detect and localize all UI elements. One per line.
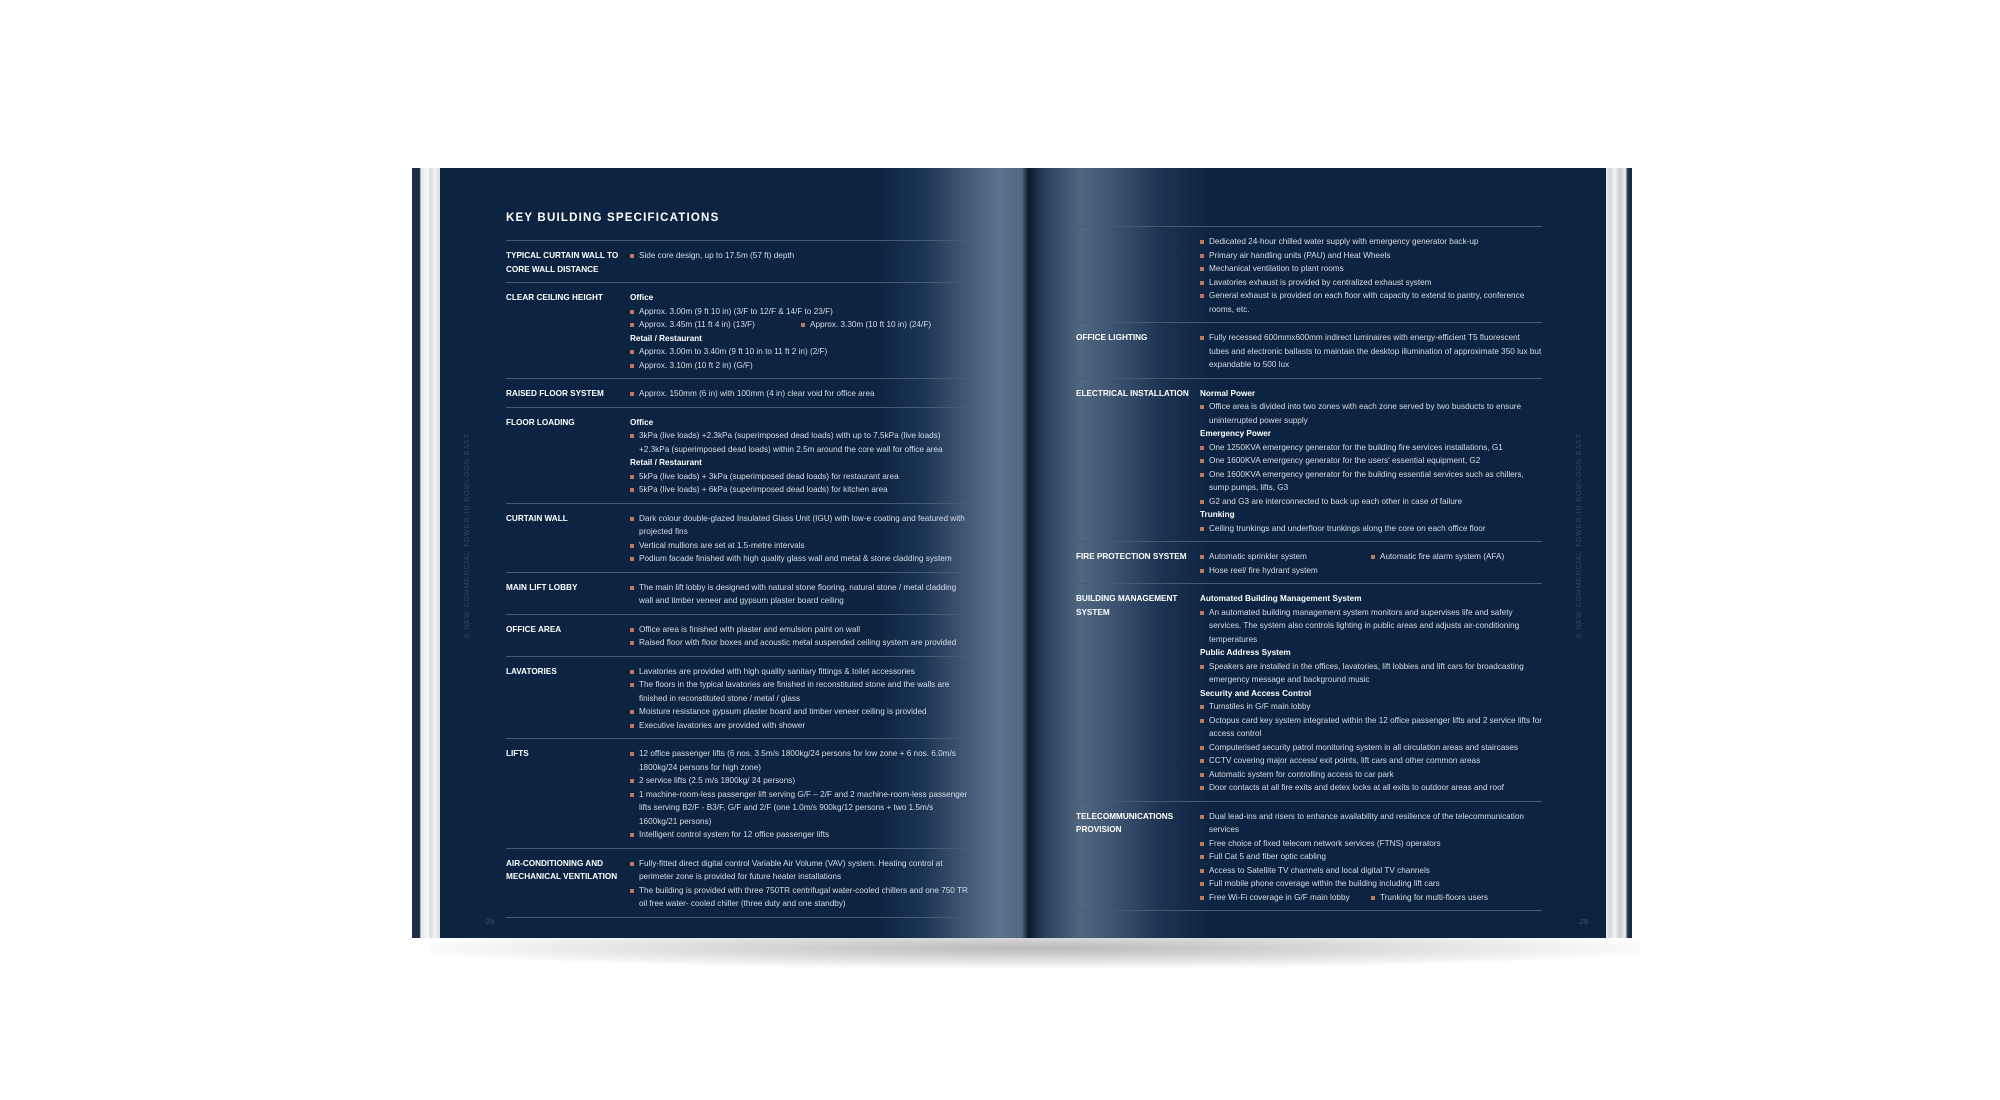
spec-row [1076,322,1542,378]
spec-item: G2 and G3 are interconnected to back up each other in case of failure [1200,495,1542,509]
spec-item: Door contacts at all fire exits and detex locks at all exits to outdoor areas and roof [1200,781,1542,795]
spec-label: FLOOR LOADING [506,417,575,427]
spec-item: Fully-fitted direct digital control Variable Air Volume (VAV) system. Heating control at perimeter zone is provided for future heater installations [630,857,972,884]
spec-item: Free choice of fixed telecom network services (FTNS) operators [1200,837,1542,851]
spec-item: Podium facade finished with high quality glass wall and metal & stone cladding system [630,552,972,566]
spec-item: One 1600KVA emergency generator for the building essential services such as chillers, sump pumps, lifts, G3 [1200,468,1542,495]
spec-item: 5kPa (live loads) + 3kPa (superimposed dead loads) for restaurant area [630,470,972,484]
spec-content [630,747,972,842]
spec-item-pair [630,318,972,332]
spec-content [630,416,972,497]
spec-label: TELECOMMUNICATIONS PROVISION [1076,811,1174,834]
spec-item: Hose reel/ fire hydrant system [1200,564,1542,578]
spec-item: Mechanical ventilation to plant rooms [1200,262,1542,276]
spec-row [506,614,972,656]
spec-item: Approx. 3.10m (10 ft 2 in) (G/F) [630,359,972,373]
spec-label: CLEAR CEILING HEIGHT [506,293,603,302]
spec-item: 5kPa (live loads) + 6kPa (superimposed dead loads) for kitchen area [630,483,972,497]
side-running-text-right: A NEW COMMERCIAL TOWER IN KOWLOON EAST [1576,432,1583,638]
spec-item: CCTV covering major access/ exit points, lift cars and other common areas [1200,754,1542,768]
spec-item: Intelligent control system for 12 office passenger lifts [630,828,972,842]
spec-item: Speakers are installed in the offices, lavatories, lift lobbies and lift cars for broadcasting emergency message and background music [1200,660,1542,687]
spec-item: Primary air handling units (PAU) and Heat Wheels [1200,249,1542,263]
spec-subheading: Security and Access Control [1200,688,1312,698]
spec-item: The floors in the typical lavatories are finished in reconstituted stone and the walls are finished in reconstituted stone / metal / glass [630,678,972,705]
spec-label: TYPICAL CURTAIN WALL TO CORE WALL DISTANCE [506,251,619,274]
spec-content [1200,592,1542,795]
spec-content [1200,550,1542,577]
spec-subheading: Retail / Restaurant [630,458,702,467]
spec-item: One 1250KVA emergency generator for the building fire services installations, G1 [1200,441,1542,455]
spec-item: 1 machine-room-less passenger lift serving G/F – 2/F and 2 machine-room-less passenger lifts serving B2/F - B3/F, G/F and 2/F (one 1.0m/s 900kg/12 persons + two 1.5m/s 1600kg/21 persons) [630,788,972,829]
spec-label: MAIN LIFT LOBBY [506,582,578,592]
right-page [1028,168,1606,938]
page-number-right: 29 [1579,917,1588,926]
spec-content [1200,235,1542,316]
spec-row [506,848,972,918]
spec-row [506,240,972,282]
page-number-left: 28 [486,917,495,926]
spec-item: The main lift lobby is designed with natural stone flooring, natural stone / metal cladding wall and timber veneer and gypsum plaster board ceiling [630,581,972,608]
spec-label: ELECTRICAL INSTALLATION [1076,388,1189,398]
spec-item: 12 office passenger lifts (6 nos. 3.5m/s 1800kg/24 persons for low zone + 6 nos. 6.0m/s 1800kg/24 persons for high zone) [630,747,972,774]
spec-item: An automated building management system monitors and supervises life and safety services. The system also controls lighting in public areas and adjusts air-conditioning temperatures [1200,606,1542,647]
spec-row [1076,801,1542,912]
spec-item: Office area is finished with plaster and emulsion paint on wall [630,623,972,637]
spec-item: Approx. 3.00m (9 ft 10 in) (3/F to 12/F & 14/F to 23/F) [630,305,972,319]
spec-item: Automatic sprinkler system [1200,550,1371,564]
spec-item-pair [1200,550,1542,564]
book-gutter [1022,168,1034,938]
spec-label: LAVATORIES [506,666,557,676]
spec-subheading: Normal Power [1200,388,1256,398]
spec-row [1076,583,1542,801]
spec-item: 3kPa (live loads) +2.3kPa (superimposed dead loads) with up to 7.5kPa (live loads) +2.3kPa (superimposed dead loads) within 2.5m around the core wall for office area [630,429,972,456]
side-running-text: A NEW COMMERCIAL TOWER IN KOWLOON EAST [464,432,471,638]
spec-row [506,407,972,503]
spec-subheading: Office [630,417,654,427]
spec-row [506,738,972,848]
spec-item-pair [1200,891,1542,905]
spec-content [1200,387,1542,536]
spec-item: Dark colour double-glazed Insulated Glass Unit (IGU) with low-e coating and featured with projected fins [630,512,972,539]
spec-item: Fully recessed 600mmx600mm indirect luminaires with energy-efficient T5 fluorescent tubes and electronic ballasts to maintain the desktop illumination of approximate 350 lux but expandable to 500 lux [1200,331,1542,372]
spec-label: BUILDING MANAGEMENT SYSTEM [1076,594,1178,617]
spec-item: The building is provided with three 750TR centrifugal water-cooled chillers and one 750 TR oil free water- cooled chiller (three duty and one standby) [630,884,972,911]
spec-content [630,387,972,401]
spec-item: 2 service lifts (2.5 m/s 1800kg/ 24 persons) [630,774,972,788]
spec-content [630,665,972,733]
spec-content [630,581,972,608]
spec-row [1076,378,1542,542]
spec-subheading: Emergency Power [1200,429,1271,438]
spec-item: Turnstiles in G/F main lobby [1200,700,1542,714]
spec-item: Approx. 3.45m (11 ft 4 in) (13/F) [630,318,801,332]
right-spec-table [1076,226,1542,911]
spec-content [630,291,972,372]
spec-item: Approx. 150mm (6 in) with 100mm (4 in) clear void for office area [630,387,972,401]
spec-content [630,623,972,650]
spec-row [506,282,972,378]
spec-item: Free Wi-Fi coverage in G/F main lobby [1200,891,1371,905]
spec-item: Octopus card key system integrated within the 12 office passenger lifts and 2 service lifts for access control [1200,714,1542,741]
spec-row [506,656,972,739]
spec-item: Approx. 3.00m to 3.40m (9 ft 10 in to 11 ft 2 in) (2/F) [630,345,972,359]
spec-row [506,572,972,614]
spec-row [1076,541,1542,583]
spec-item: Side core design, up to 17.5m (57 ft) depth [630,249,972,263]
spec-row [506,503,972,572]
spec-item: Dual lead-ins and risers to enhance availability and resilience of the telecommunication services [1200,810,1542,837]
spec-item: Trunking for multi-floors users [1371,891,1542,905]
spec-label: CURTAIN WALL [506,513,568,523]
spec-content [630,512,972,566]
spec-content [630,249,972,276]
spec-item: Automatic system for controlling access to car park [1200,768,1542,782]
spec-item: One 1600KVA emergency generator for the users' essential equipment, G2 [1200,454,1542,468]
spec-item: Lavatories exhaust is provided by centralized exhaust system [1200,276,1542,290]
spec-item: Dedicated 24-hour chilled water supply with emergency generator back-up [1200,235,1542,249]
spec-subheading: Office [630,293,654,302]
spec-item: Automatic fire alarm system (AFA) [1371,550,1542,564]
spec-item: Executive lavatories are provided with shower [630,719,972,733]
spec-item: Lavatories are provided with high quality sanitary fittings & toilet accessories [630,665,972,679]
spec-label: LIFTS [506,749,529,758]
left-page [440,168,1028,938]
spec-label: AIR-CONDITIONING AND MECHANICAL VENTILATION [506,858,618,881]
spec-label [1076,235,1200,316]
spec-subheading: Trunking [1200,510,1235,519]
spec-content [630,857,972,911]
spec-content [1200,331,1542,372]
spec-row [506,378,972,407]
spec-item: Raised floor with floor boxes and acoustic metal suspended ceiling system are provided [630,636,972,650]
spec-item: Full Cat 5 and fiber optic cabling [1200,850,1542,864]
spec-content [1200,810,1542,905]
spec-item: Office area is divided into two zones with each zone served by two busducts to ensure uninterrupted power supply [1200,400,1542,427]
spec-label: FIRE PROTECTION SYSTEM [1076,552,1187,561]
spec-subheading: Public Address System [1200,648,1291,657]
left-spec-table [506,240,972,918]
spec-item: Approx. 3.30m (10 ft 10 in) (24/F) [801,318,972,332]
spec-item: General exhaust is provided on each floor with capacity to extend to pantry, conference rooms, etc. [1200,289,1542,316]
left-page-edges [412,168,442,938]
spec-item: Full mobile phone coverage within the building including lift cars [1200,877,1542,891]
spec-item: Ceiling trunkings and underfloor trunkings along the core on each office floor [1200,522,1542,536]
spec-row [1076,226,1542,322]
spec-item: Moisture resistance gypsum plaster board and timber veneer ceiling is provided [630,705,972,719]
spec-label: RAISED FLOOR SYSTEM [506,389,604,398]
spec-item: Vertical mullions are set at 1.5-metre intervals [630,539,972,553]
spec-item: Computerised security patrol monitoring system in all circulation areas and staircases [1200,741,1542,755]
page-title: KEY BUILDING SPECIFICATIONS [506,212,720,224]
spec-subheading: Retail / Restaurant [630,333,702,343]
spec-subheading: Automated Building Management System [1200,594,1362,603]
spec-item: Access to Satellite TV channels and local digital TV channels [1200,864,1542,878]
spec-label: OFFICE AREA [506,624,562,634]
spec-label: OFFICE LIGHTING [1076,333,1148,342]
